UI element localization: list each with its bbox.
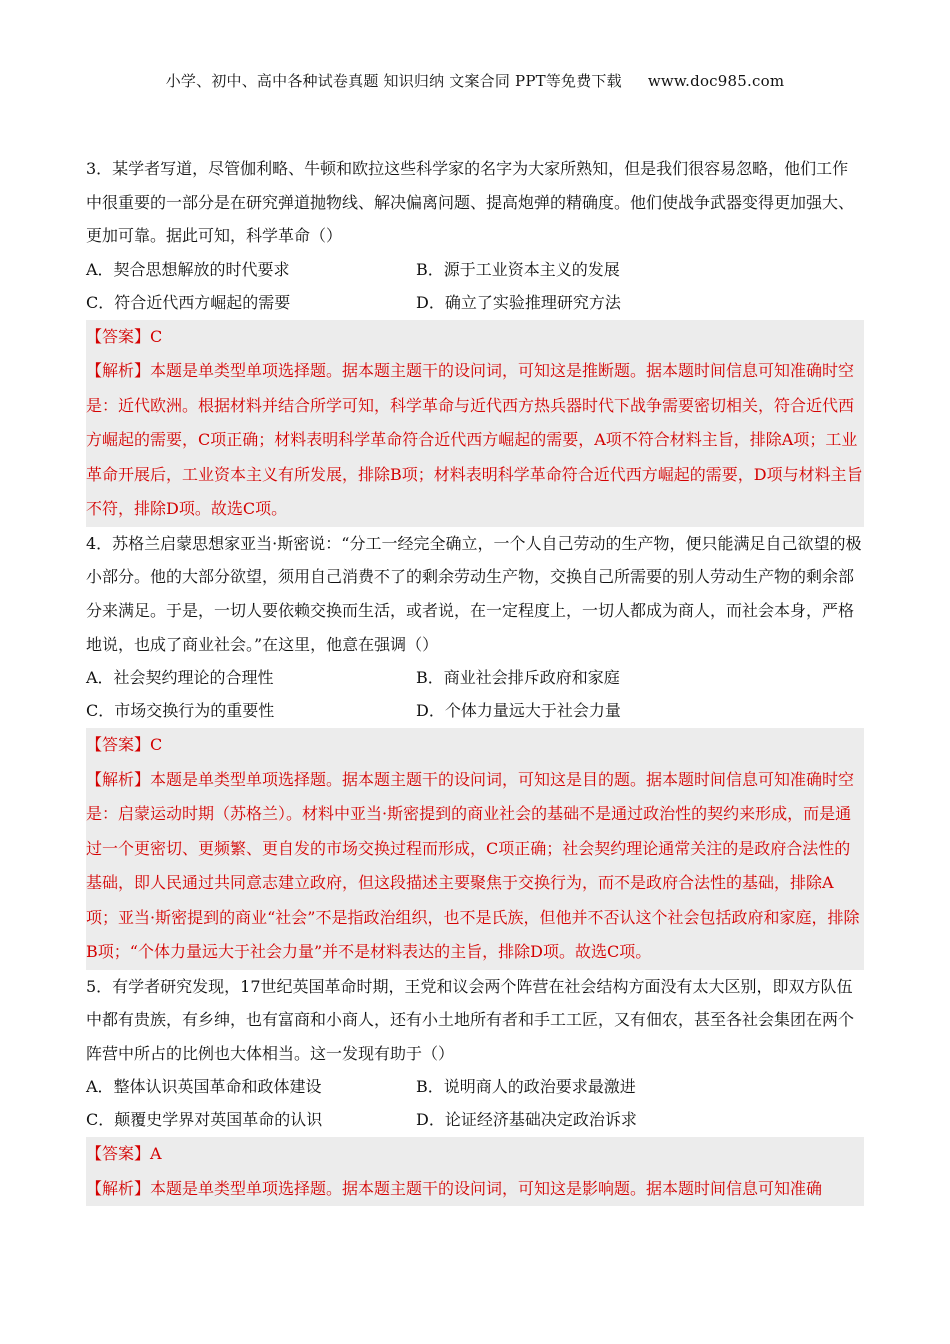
answer-value: C bbox=[150, 735, 163, 755]
analysis-text bbox=[86, 354, 864, 527]
option-list bbox=[86, 1070, 864, 1136]
answer-box bbox=[86, 728, 864, 970]
option-a: A．契合思想解放的时代要求 bbox=[86, 259, 290, 279]
option-a: A．整体认识英国革命和政体建设 bbox=[86, 1077, 322, 1097]
question-block bbox=[86, 527, 864, 970]
analysis-label: 【解析】 bbox=[86, 1178, 151, 1198]
header-text: 小学、初中、高中各种试卷真题 知识归纳 文案合同 PPT等免费下载 bbox=[165, 72, 622, 90]
answer-label: 【答案】 bbox=[86, 1144, 151, 1164]
analysis-body: 本题是单类型单项选择题。据本题主题干的设问词，可知这是影响题。据本题时间信息可知准确 bbox=[150, 1178, 823, 1198]
question-block bbox=[86, 152, 864, 527]
option-c: C．颠覆史学界对英国革命的认识 bbox=[86, 1110, 323, 1130]
option-b: B．源于工业资本主义的发展 bbox=[416, 259, 620, 279]
analysis-label: 【解析】 bbox=[86, 769, 151, 789]
analysis-text bbox=[86, 1172, 864, 1207]
analysis-body: 本题是单类型单项选择题。据本题主题干的设问词，可知这是目的题。据本题时间信息可知准确时空是：启蒙运动时期（苏格兰）。材料中亚当·斯密提到的商业社会的基础不是通过政治性的契约来形成，而是通过一个更密切、更频繁、更自发的市场交换过程而形成，C项正确；社会契约理论通常关注的是政府合法性的基础，即人民通过共同意志建立政府，但这段描述主要聚焦于交换行为，而不是政府合法性的基础，排除A项；亚当·斯密提到的商业“社会”不是指政治组织，也不是氏族，但他并不否认这个社会包括政府和家庭，排除B项；“个体力量远大于社会力量”并不是材料表达的主旨，排除D项。故选C项。 bbox=[86, 769, 860, 962]
answer-label: 【答案】 bbox=[86, 735, 151, 755]
option-b: B．说明商人的政治要求最激进 bbox=[416, 1077, 636, 1097]
answer-box bbox=[86, 320, 864, 527]
option-d: D．论证经济基础决定政治诉求 bbox=[416, 1110, 637, 1130]
answer-label: 【答案】 bbox=[86, 326, 151, 346]
question-stem: 3．某学者写道，尽管伽利略、牛顿和欧拉这些科学家的名字为大家所熟知，但是我们很容易忽略，他们工作中很重要的一部分是在研究弹道抛物线、解决偏离问题、提高炮弹的精确度。他们使战争武器变得更加强大、更加可靠。据此可知，科学革命（） bbox=[86, 159, 855, 246]
option-list bbox=[86, 253, 864, 319]
answer-line bbox=[86, 728, 864, 763]
option-c: C．市场交换行为的重要性 bbox=[86, 701, 275, 721]
question-stem: 4．苏格兰启蒙思想家亚当·斯密说：“分工一经完全确立，一个人自己劳动的生产物，便只能满足自己欲望的极小部分。他的大部分欲望，须用自己消费不了的剩余劳动生产物，交换自己所需要的别人劳动生产物的剩余部分来满足。于是，一切人要依赖交换而生活，或者说，在一定程度上，一切人都成为商人，而社会本身，严格地说，也成了商业社会。”在这里，他意在强调（） bbox=[86, 533, 862, 654]
analysis-label: 【解析】 bbox=[86, 361, 151, 381]
header-site[interactable]: www.doc985.com bbox=[647, 72, 785, 90]
question-stem: 5．有学者研究发现，17世纪英国革命时期，王党和议会两个阵营在社会结构方面没有太大区别，即双方队伍中都有贵族，有乡绅，也有富商和小商人，还有小土地所有者和手工工匠，又有佃农，甚至各社会集团在两个阵营中所占的比例也大体相当。这一发现有助于（） bbox=[86, 976, 855, 1063]
answer-line bbox=[86, 320, 864, 355]
option-d: D．确立了实验推理研究方法 bbox=[416, 292, 621, 312]
analysis-body: 本题是单类型单项选择题。据本题主题干的设问词，可知这是推断题。据本题时间信息可知准确时空是：近代欧洲。根据材料并结合所学可知，科学革命与近代西方热兵器时代下战争需要密切相关，符合近代西方崛起的需要，C项正确；材料表明科学革命符合近代西方崛起的需要，A项不符合材料主旨，排除A项；工业革命开展后，工业资本主义有所发展，排除B项；材料表明科学革命符合近代西方崛起的需要，D项与材料主旨不符，排除D项。故选C项。 bbox=[86, 361, 863, 519]
answer-value: C bbox=[150, 326, 163, 346]
option-a: A．社会契约理论的合理性 bbox=[86, 668, 274, 688]
page-header bbox=[0, 70, 950, 91]
option-d: D．个体力量远大于社会力量 bbox=[416, 701, 621, 721]
answer-line bbox=[86, 1137, 864, 1172]
answer-box bbox=[86, 1137, 864, 1206]
option-list bbox=[86, 661, 864, 727]
answer-value: A bbox=[150, 1144, 162, 1164]
option-b: B．商业社会排斥政府和家庭 bbox=[416, 668, 620, 688]
analysis-text bbox=[86, 763, 864, 970]
question-block bbox=[86, 970, 864, 1207]
option-c: C．符合近代西方崛起的需要 bbox=[86, 292, 291, 312]
document-body bbox=[86, 152, 864, 1206]
